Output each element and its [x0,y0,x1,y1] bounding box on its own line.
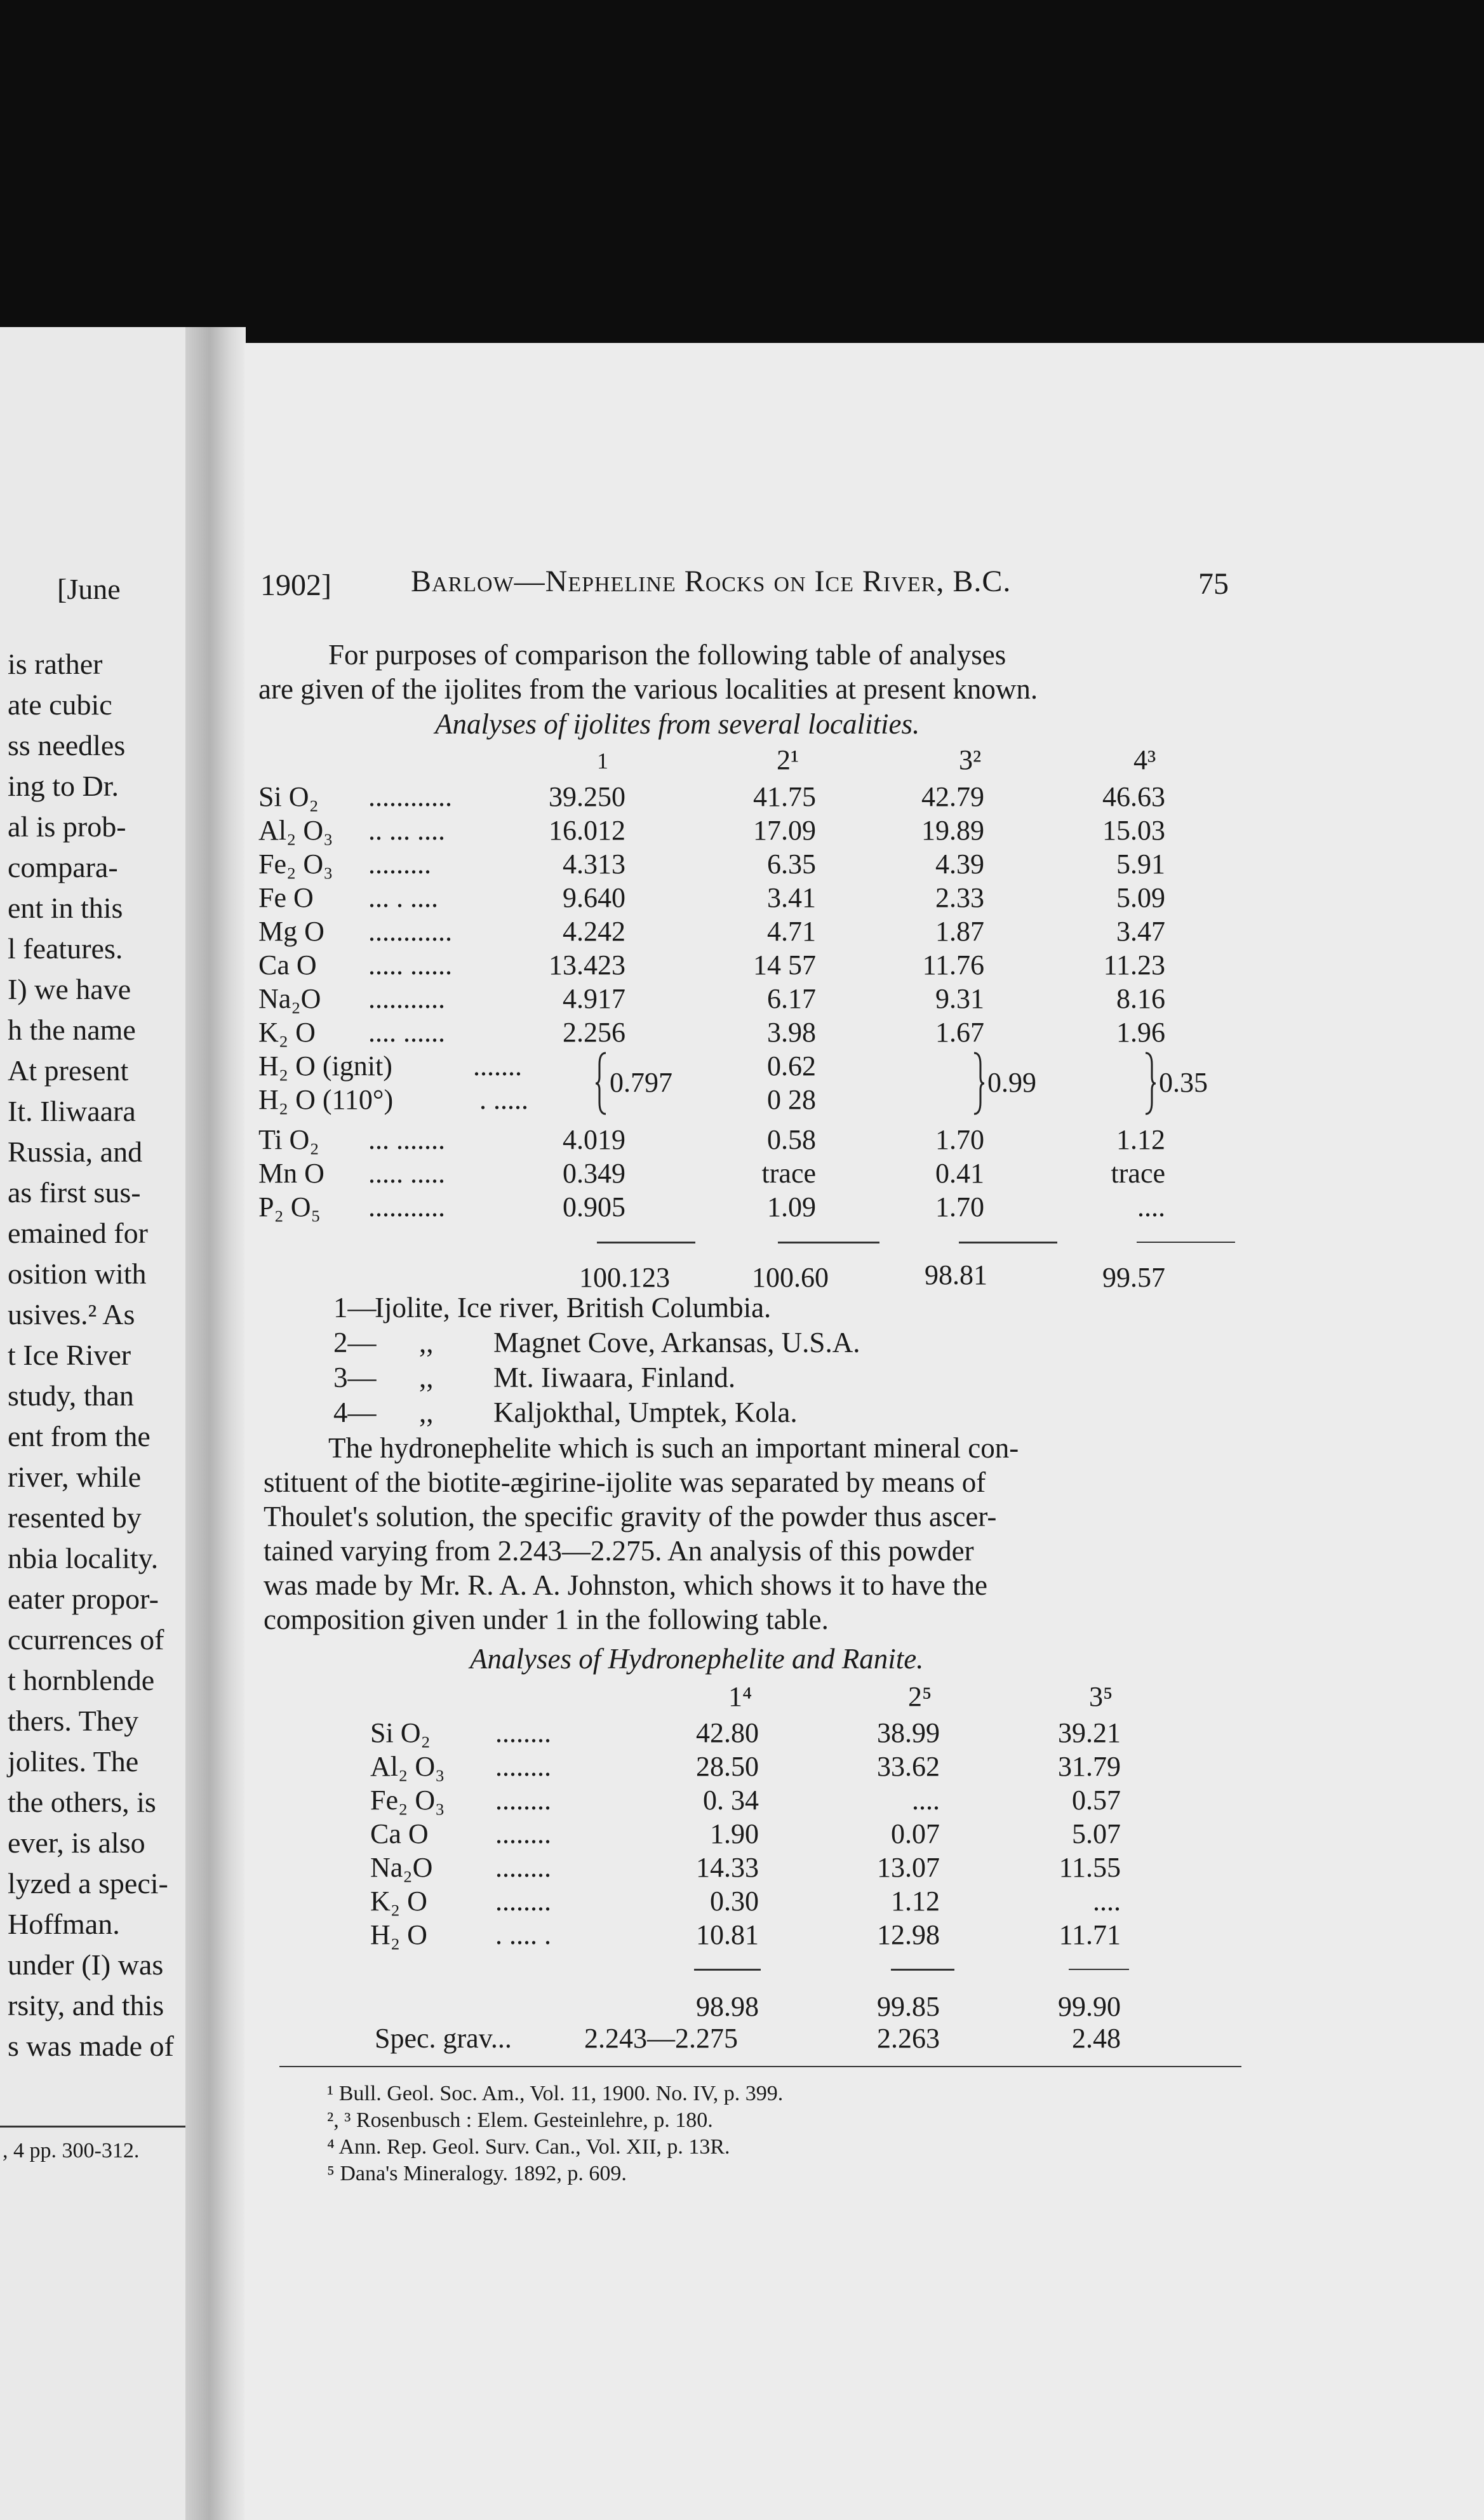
left-page-line: It. Iliwaara [8,1095,136,1127]
left-page-line: osition with [8,1257,147,1290]
table2-col-head: 1⁴ [728,1681,752,1712]
table-cell: trace [761,1158,816,1189]
right-page [244,343,1484,2520]
table-row-label: Na₂O [258,983,321,1014]
table-row-label: Al₂ O₃ [370,1751,445,1782]
table-cell: 0. 34 [703,1785,759,1816]
table-cell: 3.47 [1116,916,1165,947]
table-cell: 13.423 [549,949,625,981]
left-page-line: ing to Dr. [8,770,119,802]
leader-dots: ..... ...... [368,949,452,981]
left-page-line: al is prob- [8,810,126,843]
table2-col-head: 2⁵ [908,1681,932,1712]
table-cell: 1.70 [935,1191,984,1223]
left-page-line: thers. They [8,1705,139,1737]
table-cell: 6.17 [767,983,816,1014]
leader-dots: ........ [495,1852,551,1883]
table-cell: 46.63 [1102,781,1165,812]
table-cell: 3.41 [767,882,816,913]
table-cell: 4.917 [563,983,625,1014]
page-number: 75 [1198,567,1229,601]
sum-rule [891,1969,954,1971]
table-cell: 0.349 [563,1158,625,1189]
table-cell: 0.07 [891,1818,940,1849]
table-cell: 10.81 [696,1919,759,1950]
left-page-footnote: , 4 pp. 300-312. [3,2139,140,2162]
sum-rule [1069,1969,1129,1970]
table-cell: 1.70 [935,1124,984,1155]
table-cell: 5.91 [1116,848,1165,880]
table-cell: 0.58 [767,1124,816,1155]
table-row-label: Fe₂ O₃ [370,1785,445,1816]
table-cell: 0.57 [1072,1785,1121,1816]
left-page-line: river, while [8,1461,142,1493]
table1-caption: Analyses of ijolites from several localities. [435,708,920,740]
table1-total: 99.57 [1102,1262,1165,1293]
table-cell: 17.09 [753,815,816,846]
table-cell: 9.31 [935,983,984,1014]
paragraph-line: Thoulet's solution, the specific gravity of the powder thus ascer- [264,1501,997,1532]
table-cell: 1.90 [710,1818,759,1849]
table-row-label: Mg O [258,916,324,947]
table-cell: 8.16 [1116,983,1165,1014]
table-row-label: H₂ O (ignit) [258,1050,392,1082]
leader-dots: ........ [495,1818,551,1849]
table2-col-head: 3⁵ [1089,1681,1113,1712]
spec-grav-value: 2.243—2.275 [584,2023,738,2054]
table-cell: 14 57 [753,949,816,981]
table2-total: 99.85 [877,1991,940,2022]
footnote: ⁵ Dana's Mineralogy. 1892, p. 609. [327,2162,627,2185]
left-page-line: t hornblende [8,1664,155,1696]
left-page-line: resented by [8,1501,142,1534]
left-page-line: ss needles [8,729,126,761]
table-cell: 12.98 [877,1919,940,1950]
brace-icon [972,1052,984,1115]
sum-rule [1137,1242,1235,1243]
table-cell: 42.79 [921,781,984,812]
table1-col-head: 1 [597,748,608,774]
intro-line: are given of the ijolites from the various localities at present known. [258,673,1038,705]
table-cell: 1.12 [891,1886,940,1917]
left-page-line: At present [8,1054,129,1087]
table1-total: 100.60 [752,1262,829,1293]
table-cell: .... [912,1785,940,1816]
brace-icon [1143,1052,1156,1115]
leader-dots: ....... [473,1050,522,1082]
table-row-label: Fe₂ O₃ [258,848,333,880]
leader-dots: ... . .... [368,882,438,913]
left-page-line: rsity, and this [8,1989,164,2021]
table-cell: 4.313 [563,848,625,880]
locality-number: 3— [333,1362,377,1393]
table-cell: 16.012 [549,815,625,846]
locality-number: 4— [333,1397,377,1428]
table-cell: 1.96 [1116,1017,1165,1048]
table-cell: 0.30 [710,1886,759,1917]
table-row-label: K₂ O [370,1886,427,1917]
table-cell: 0 28 [767,1084,816,1115]
left-page-line: under (I) was [8,1948,164,1981]
locality-ditto: ,, [419,1362,434,1393]
left-page-line: lyzed a speci- [8,1867,168,1900]
table-cell: 9.640 [563,882,625,913]
table1-total: 100.123 [579,1262,670,1293]
leader-dots: ........ [495,1717,551,1748]
paragraph-line: composition given under 1 in the following table. [264,1604,829,1635]
leader-dots: . .... . [495,1919,551,1950]
table-cell: 0.35 [1159,1067,1208,1098]
table-cell: 11.55 [1059,1852,1121,1883]
sum-rule [694,1969,761,1971]
left-page-line: compara- [8,851,118,883]
table-row-label: Na₂O [370,1852,433,1883]
left-page-line: s was made of [8,2030,174,2062]
table-cell: 31.79 [1058,1751,1121,1782]
left-page-line: ever, is also [8,1826,145,1859]
table-cell: 6.35 [767,848,816,880]
leader-dots: ........ [495,1785,551,1816]
table-cell: 13.07 [877,1852,940,1883]
table-row-label: Mn O [258,1158,324,1189]
left-page-line: t Ice River [8,1339,131,1371]
left-page-line: I) we have [8,973,131,1005]
table-cell: 11.23 [1103,949,1165,981]
spec-grav-value: 2.48 [1072,2023,1121,2054]
table-cell: 3.98 [767,1017,816,1048]
table-cell: trace [1111,1158,1165,1189]
paragraph-line: was made by Mr. R. A. A. Johnston, which shows it to have the [264,1569,987,1601]
locality-name: Ijolite, Ice river, British Columbia. [375,1292,772,1324]
table-cell: 5.09 [1116,882,1165,913]
table-row-label: Si O₂ [258,781,319,812]
leader-dots: . ..... [479,1084,528,1115]
leader-dots: ........... [368,1191,445,1223]
table-cell: 1.87 [935,916,984,947]
sum-rule [959,1242,1057,1243]
left-page-line: usives.² As [8,1298,135,1330]
leader-dots: ... ....... [368,1124,445,1155]
table-cell: 14.33 [696,1852,759,1883]
table-row-label: Al₂ O₃ [258,815,333,846]
spec-grav-value: 2.263 [877,2023,940,2054]
brace-icon [596,1052,608,1115]
table-cell: 38.99 [877,1717,940,1748]
left-page-line: study, than [8,1379,134,1412]
footnote: ⁴ Ann. Rep. Geol. Surv. Can., Vol. XII, p. 13R. [327,2135,730,2159]
sum-rule [778,1242,879,1243]
table-row-label: Ca O [370,1818,429,1849]
table-cell: 39.250 [549,781,625,812]
table1-col-head: 3² [959,744,982,775]
table-cell: 4.242 [563,916,625,947]
table-cell: 19.89 [921,815,984,846]
table-row-label: Si O₂ [370,1717,431,1748]
table-row-label: H₂ O (110°) [258,1084,394,1115]
table1-total: 98.81 [925,1259,987,1290]
locality-name: Mt. Iiwaara, Finland. [493,1362,736,1393]
leader-dots: ............ [368,916,452,947]
leader-dots: ........... [368,983,445,1014]
table-cell: 41.75 [753,781,816,812]
locality-number: 2— [333,1327,377,1358]
left-page-line: h the name [8,1014,136,1046]
left-page-line: ent from the [8,1420,150,1452]
left-page-line: ent in this [8,892,123,924]
spec-grav-label: Spec. grav... [375,2023,512,2054]
table-cell: .... [1093,1886,1121,1917]
intro-line: For purposes of comparison the following table of analyses [328,639,1006,671]
table-row-label: P₂ O₅ [258,1191,321,1223]
table-row-label: H₂ O [370,1919,427,1950]
leader-dots: .. ... .... [368,815,445,846]
table-cell: 0.905 [563,1191,625,1223]
paragraph-line: tained varying from 2.243—2.275. An analysis of this powder [264,1535,974,1567]
leader-dots: ......... [368,848,431,880]
left-page-line: Hoffman. [8,1908,120,1940]
locality-name: Kaljokthal, Umptek, Kola. [493,1397,798,1428]
table-cell: 28.50 [696,1751,759,1782]
table-cell: 5.07 [1072,1818,1121,1849]
leader-dots: ........ [495,1751,551,1782]
table-cell: 2.33 [935,882,984,913]
locality-ditto: ,, [419,1327,434,1358]
table1-col-head: 4³ [1133,744,1156,775]
sum-rule [597,1242,695,1243]
table-cell: 2.256 [563,1017,625,1048]
table-cell: 4.39 [935,848,984,880]
locality-ditto: ,, [419,1397,434,1428]
paragraph-line: stituent of the biotite-ægirine-ijolite was separated by means of [264,1466,986,1498]
left-page-line: emained for [8,1217,148,1249]
left-page [0,327,210,2520]
table-cell: 0.41 [935,1158,984,1189]
table-cell: 1.67 [935,1017,984,1048]
leader-dots: ..... ..... [368,1158,445,1189]
table-row-label: Ca O [258,949,317,981]
leader-dots: .... ...... [368,1017,445,1048]
left-footnote-rule [0,2126,191,2128]
left-page-line: l features. [8,932,123,965]
scanner-background [0,0,1484,343]
table-cell: 39.21 [1058,1717,1121,1748]
table-cell: 15.03 [1102,815,1165,846]
locality-number: 1— [333,1292,377,1324]
left-page-line: eater propor- [8,1583,159,1615]
table-row-label: Fe O [258,882,314,913]
page-year: 1902] [260,568,331,602]
table-cell: 1.09 [767,1191,816,1223]
table-cell: .... [1137,1191,1165,1223]
table2-total: 99.90 [1058,1991,1121,2022]
table2-total: 98.98 [696,1991,759,2022]
paragraph-line: The hydronephelite which is such an important mineral con- [328,1432,1019,1464]
leader-dots: ........ [495,1886,551,1917]
leader-dots: ............ [368,781,452,812]
left-page-line: Russia, and [8,1136,143,1168]
footnote-rule [279,2066,1241,2067]
footnote: ², ³ Rosenbusch : Elem. Gesteinlehre, p. 180. [327,2108,713,2132]
table-cell: 11.71 [1059,1919,1121,1950]
table-row-label: K₂ O [258,1017,316,1048]
table-cell: 0.797 [610,1067,672,1098]
left-page-line: ccurrences of [8,1623,164,1656]
left-page-line: ate cubic [8,688,112,721]
table-cell: 42.80 [696,1717,759,1748]
running-title: Barlow—Nepheline Rocks on Ice River, B.C. [411,565,1012,598]
left-page-header: [June [57,573,121,605]
left-page-line: the others, is [8,1786,156,1818]
table-row-label: Ti O₂ [258,1124,319,1155]
footnote: ¹ Bull. Geol. Soc. Am., Vol. 11, 1900. No. IV, p. 399. [327,2082,784,2105]
table-cell: 33.62 [877,1751,940,1782]
locality-name: Magnet Cove, Arkansas, U.S.A. [493,1327,860,1358]
table2-caption: Analyses of Hydronephelite and Ranite. [470,1643,924,1675]
table-cell: 4.71 [767,916,816,947]
table-cell: 4.019 [563,1124,625,1155]
left-page-line: as first sus- [8,1176,141,1209]
left-page-line: jolites. The [8,1745,139,1778]
table-cell: 11.76 [922,949,984,981]
table-cell: 0.99 [987,1067,1036,1098]
left-page-line: nbia locality. [8,1542,159,1574]
table-cell: 0.62 [767,1050,816,1082]
table-cell: 1.12 [1116,1124,1165,1155]
left-page-line: is rather [8,648,103,680]
table1-col-head: 2¹ [777,744,799,775]
book-spine [185,327,246,2520]
